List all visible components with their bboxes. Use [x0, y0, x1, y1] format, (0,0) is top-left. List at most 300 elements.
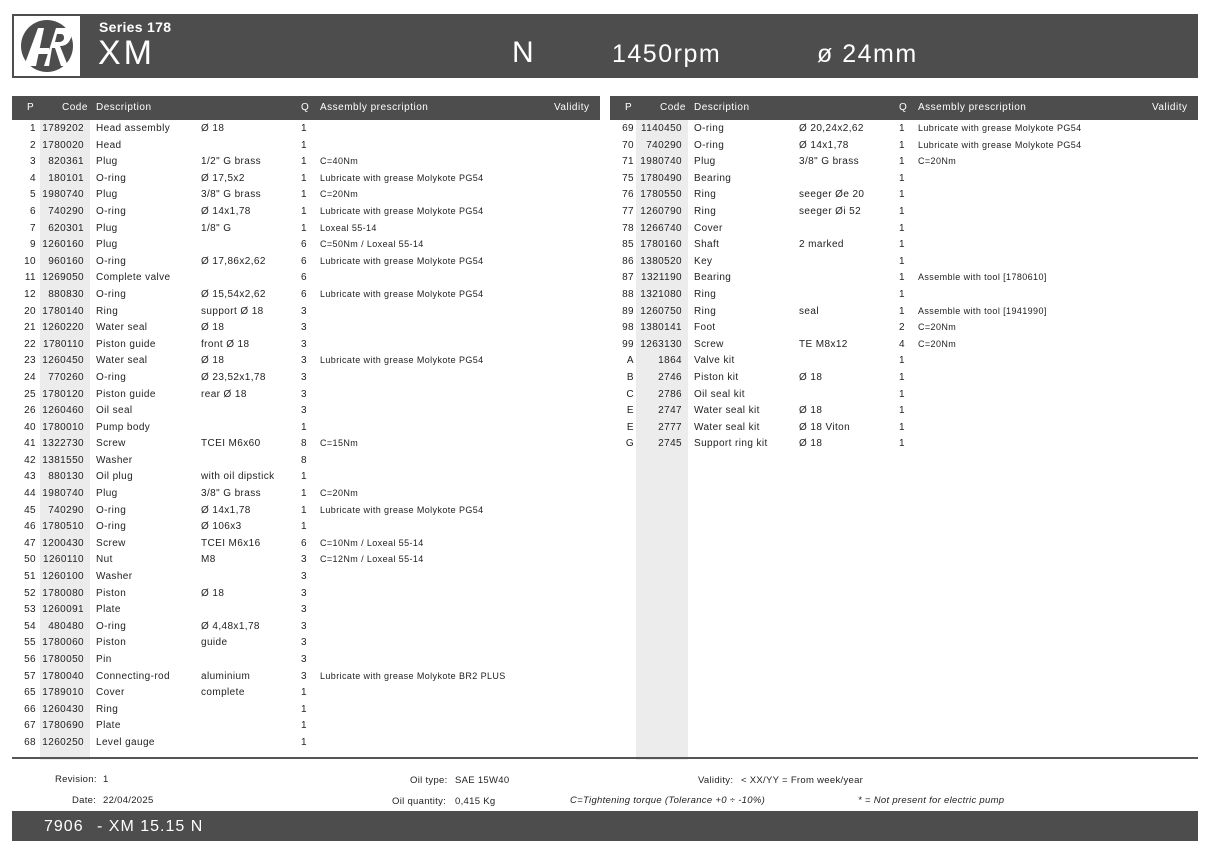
row-quantity: 1: [899, 388, 905, 400]
table-row: [12, 568, 600, 585]
row-code: 1260100: [42, 571, 84, 583]
row-spec: Ø 14x1,78: [201, 205, 251, 217]
col-q: Q: [301, 102, 310, 113]
row-spec: Ø 14x1,78: [201, 504, 251, 516]
row-spec: 3/8" G brass: [799, 156, 860, 168]
row-position: 86: [622, 255, 634, 267]
row-quantity: 1: [301, 139, 307, 151]
row-description: Pin: [96, 654, 112, 665]
row-quantity: 1: [899, 205, 905, 217]
row-spec: Ø 18: [799, 438, 823, 450]
table-row: [12, 253, 600, 270]
table-row: [610, 419, 1198, 436]
row-spec: Ø 18: [799, 405, 823, 417]
row-code: 1140450: [641, 123, 682, 134]
table-row: [12, 386, 600, 403]
row-code: 1980740: [42, 488, 84, 500]
row-description: Support ring kit: [694, 438, 768, 450]
table-row: [610, 269, 1198, 286]
row-quantity: 1: [301, 189, 307, 201]
row-code: 2745: [658, 438, 682, 450]
row-code: 1780110: [43, 338, 84, 350]
row-assembly-note: Lubricate with grease Molykote PG54: [320, 255, 484, 266]
row-spec: seeger Øe 20: [799, 189, 865, 201]
date-label: Date:: [72, 795, 97, 806]
row-description: Complete valve: [96, 272, 171, 284]
row-position: 22: [24, 338, 36, 350]
row-quantity: 3: [301, 355, 307, 367]
row-description: O-ring: [96, 172, 127, 184]
row-description: Plate: [96, 720, 121, 732]
row-description: Ring: [96, 305, 119, 317]
row-spec: 1/2" G brass: [201, 156, 262, 168]
row-position: 24: [24, 371, 36, 383]
row-position: 43: [24, 471, 36, 483]
row-quantity: 1: [301, 521, 307, 533]
parts-table-left: [12, 96, 600, 760]
col-validity: Validity: [1152, 102, 1188, 113]
row-assembly-note: C=40Nm: [320, 156, 359, 167]
table-row: [12, 236, 600, 253]
row-assembly-note: C=12Nm / Loxeal 55-14: [320, 554, 424, 565]
rows-left: [12, 120, 600, 760]
date-value: 22/04/2025: [103, 795, 154, 806]
row-spec: Ø 4,48x1,78: [201, 620, 260, 632]
row-code: 1260790: [640, 205, 682, 217]
col-code: Code: [62, 102, 88, 113]
row-assembly-note: C=50Nm / Loxeal 55-14: [320, 239, 424, 250]
table-row: [12, 535, 600, 552]
row-description: O-ring: [694, 123, 725, 134]
row-quantity: 1: [899, 355, 905, 367]
row-position: 11: [24, 272, 36, 284]
row-code: 1780160: [640, 239, 682, 251]
row-quantity: 1: [899, 239, 905, 251]
row-description: O-ring: [96, 371, 127, 383]
row-assembly-note: C=20Nm: [320, 488, 359, 499]
row-description: O-ring: [96, 620, 127, 632]
revision-value: 1: [103, 774, 109, 785]
row-assembly-note: Lubricate with grease Molykote PG54: [320, 205, 484, 216]
row-assembly-note: C=20Nm: [918, 322, 957, 333]
row-position: 87: [622, 272, 634, 284]
validity-value: < XX/YY = From week/year: [741, 775, 864, 786]
row-code: 1780040: [42, 670, 84, 682]
row-position: B: [626, 371, 634, 383]
col-assembly: Assembly prescription: [918, 102, 1027, 113]
col-description: Description: [694, 102, 750, 113]
table-row: [12, 269, 600, 286]
row-position: 66: [24, 703, 36, 715]
row-spec: Ø 18: [201, 587, 225, 599]
row-spec: with oil dipstick: [201, 471, 275, 483]
row-code: 1780050: [42, 654, 84, 665]
row-quantity: 3: [301, 338, 307, 350]
row-description: Plug: [96, 156, 118, 168]
row-code: 1260160: [42, 239, 84, 251]
row-code: 1380520: [640, 255, 682, 267]
row-code: 1780550: [640, 189, 682, 201]
row-position: 65: [24, 687, 36, 699]
row-description: Oil seal: [96, 405, 133, 417]
row-description: Head: [96, 139, 122, 151]
row-code: 1260220: [42, 322, 84, 334]
row-description: Foot: [694, 322, 716, 334]
row-code: 740290: [48, 205, 84, 217]
table-row: [12, 336, 600, 353]
table-row: [12, 634, 600, 651]
row-position: 53: [24, 604, 36, 616]
table-row: [12, 601, 600, 618]
row-quantity: 8: [301, 454, 307, 466]
row-quantity: 1: [301, 123, 307, 134]
row-code: 1260460: [42, 405, 84, 417]
row-description: Piston kit: [694, 371, 739, 383]
row-position: 44: [24, 488, 36, 500]
row-description: Piston guide: [96, 388, 156, 400]
bore-value: ø 24mm: [817, 40, 918, 68]
row-quantity: 1: [301, 205, 307, 217]
row-quantity: 3: [301, 322, 307, 334]
table-row: [12, 518, 600, 535]
row-position: 56: [24, 654, 36, 665]
row-description: Piston: [96, 637, 127, 649]
row-assembly-note: Assemble with tool [1941990]: [918, 305, 1047, 316]
row-position: G: [625, 438, 634, 450]
row-position: 99: [622, 338, 634, 350]
row-code: 960160: [48, 255, 84, 267]
row-code: 1260091: [42, 604, 84, 616]
row-position: 51: [24, 571, 36, 583]
row-code: 1780140: [42, 305, 84, 317]
row-code: 1200430: [42, 537, 84, 549]
row-code: 1780510: [42, 521, 84, 533]
row-quantity: 1: [899, 123, 905, 134]
row-position: 52: [24, 587, 36, 599]
row-position: E: [626, 405, 634, 417]
table-row: [610, 170, 1198, 187]
row-spec: TCEI M6x60: [201, 438, 261, 450]
table-row: [12, 419, 600, 436]
row-quantity: 1: [899, 139, 905, 151]
row-description: Pump body: [96, 421, 151, 433]
row-position: 41: [24, 438, 36, 450]
row-quantity: 1: [899, 421, 905, 433]
row-assembly-note: Lubricate with grease Molykote PG54: [320, 288, 484, 299]
row-assembly-note: Assemble with tool [1780610]: [918, 272, 1047, 283]
row-description: Cover: [694, 222, 723, 234]
table-row: [12, 203, 600, 220]
row-quantity: 1: [301, 488, 307, 500]
row-description: O-ring: [96, 504, 127, 516]
row-quantity: 1: [301, 172, 307, 184]
row-quantity: 1: [899, 272, 905, 284]
table-row: [610, 236, 1198, 253]
table-row: [610, 402, 1198, 419]
table-header-left: [12, 96, 600, 120]
row-quantity: 1: [301, 736, 307, 748]
row-quantity: 1: [899, 255, 905, 267]
row-code: 1864: [658, 355, 682, 367]
row-code: 740290: [646, 139, 682, 151]
row-position: 77: [622, 205, 634, 217]
col-assembly: Assembly prescription: [320, 102, 429, 113]
row-position: 46: [24, 521, 36, 533]
table-row: [12, 651, 600, 668]
row-description: O-ring: [96, 255, 127, 267]
row-code: 1780060: [42, 637, 84, 649]
row-assembly-note: Lubricate with grease Molykote PG54: [320, 504, 484, 515]
row-description: Plug: [96, 222, 118, 234]
row-position: 7: [30, 222, 36, 234]
row-spec: Ø 17,86x2,62: [201, 255, 266, 267]
row-spec: Ø 20,24x2,62: [799, 123, 864, 134]
row-spec: seal: [799, 305, 819, 317]
row-code: 1380141: [640, 322, 682, 334]
table-row: [12, 701, 600, 718]
row-spec: 3/8" G brass: [201, 189, 262, 201]
row-description: Ring: [96, 703, 119, 715]
row-quantity: 6: [301, 239, 307, 251]
row-quantity: 1: [899, 371, 905, 383]
row-quantity: 3: [301, 305, 307, 317]
table-header-right: [610, 96, 1198, 120]
row-spec: Ø 23,52x1,78: [201, 371, 266, 383]
row-code: 1789202: [42, 123, 84, 134]
row-description: Ring: [694, 305, 717, 317]
row-code: 1266740: [640, 222, 682, 234]
row-spec: Ø 18: [201, 322, 225, 334]
row-spec: 1/8" G: [201, 222, 232, 234]
row-description: Oil plug: [96, 471, 134, 483]
row-code: 1260110: [43, 554, 84, 566]
oil-quantity-label: Oil quantity:: [392, 796, 447, 807]
table-row: [12, 286, 600, 303]
table-row: [12, 717, 600, 734]
table-row: [610, 303, 1198, 320]
row-quantity: 1: [301, 504, 307, 516]
row-position: 2: [30, 139, 36, 151]
row-code: 1321080: [640, 288, 682, 300]
row-code: 2786: [658, 388, 682, 400]
row-assembly-note: Lubricate with grease Molykote PG54: [320, 355, 484, 366]
row-position: 98: [622, 322, 634, 334]
row-code: 1263130: [640, 338, 682, 350]
row-code: 1780120: [42, 388, 84, 400]
row-code: 1260750: [640, 305, 682, 317]
row-position: 5: [30, 189, 36, 201]
row-code: 1269050: [42, 272, 84, 284]
row-position: 78: [622, 222, 634, 234]
row-quantity: 1: [301, 471, 307, 483]
row-quantity: 1: [301, 720, 307, 732]
row-assembly-note: C=10Nm / Loxeal 55-14: [320, 537, 424, 548]
col-code: Code: [660, 102, 686, 113]
row-quantity: 3: [301, 620, 307, 632]
row-code: 1321190: [641, 272, 682, 284]
row-position: C: [626, 388, 634, 400]
row-spec: Ø 18: [201, 355, 225, 367]
table-row: [610, 386, 1198, 403]
row-position: 1: [30, 123, 36, 134]
validity-label: Validity:: [698, 775, 734, 786]
table-row: [12, 734, 600, 751]
row-position: 40: [24, 421, 36, 433]
row-description: Bearing: [694, 272, 732, 284]
row-description: Washer: [96, 454, 133, 466]
row-quantity: 1: [899, 222, 905, 234]
row-quantity: 1: [899, 288, 905, 300]
row-quantity: 1: [301, 421, 307, 433]
row-position: 71: [622, 156, 634, 168]
row-code: 770260: [48, 371, 84, 383]
row-quantity: 1: [301, 687, 307, 699]
row-quantity: 3: [301, 637, 307, 649]
row-position: 75: [622, 172, 634, 184]
row-spec: front Ø 18: [201, 338, 250, 350]
table-row: [610, 253, 1198, 270]
row-position: 42: [24, 454, 36, 466]
table-row: [12, 452, 600, 469]
col-validity: Validity: [554, 102, 590, 113]
row-position: E: [626, 421, 634, 433]
row-code: 1260430: [42, 703, 84, 715]
table-row: [12, 468, 600, 485]
oil-quantity-value: 0,415 Kg: [455, 796, 496, 807]
footer-bar: [12, 811, 1198, 841]
header-bar: [12, 14, 1198, 78]
table-row: [12, 668, 600, 685]
row-quantity: 3: [301, 371, 307, 383]
row-quantity: 1: [899, 305, 905, 317]
row-spec: TCEI M6x16: [201, 537, 261, 549]
row-description: Shaft: [694, 239, 720, 251]
model-type: N: [512, 36, 534, 69]
row-assembly-note: C=20Nm: [320, 189, 359, 200]
row-assembly-note: Lubricate with grease Molykote PG54: [918, 139, 1082, 150]
table-row: [610, 319, 1198, 336]
table-row: [12, 618, 600, 635]
row-position: 45: [24, 504, 36, 516]
row-quantity: 3: [301, 388, 307, 400]
row-position: 10: [24, 255, 36, 267]
row-quantity: 3: [301, 604, 307, 616]
row-quantity: 1: [301, 222, 307, 234]
oil-type-value: SAE 15W40: [455, 775, 510, 786]
row-spec: Ø 18: [201, 123, 225, 134]
row-description: Bearing: [694, 172, 732, 184]
table-row: [610, 186, 1198, 203]
document-title: - XM 15.15 N: [97, 818, 204, 835]
table-row: [12, 585, 600, 602]
table-row: [12, 319, 600, 336]
table-row: [610, 336, 1198, 353]
row-code: 1381550: [42, 454, 84, 466]
row-code: 740290: [48, 504, 84, 516]
row-quantity: 1: [899, 438, 905, 450]
table-row: [12, 220, 600, 237]
row-spec: 3/8" G brass: [201, 488, 262, 500]
row-description: Connecting-rod: [96, 670, 170, 682]
row-position: 68: [24, 736, 36, 748]
row-position: 88: [622, 288, 634, 300]
row-assembly-note: Lubricate with grease Molykote BR2 PLUS: [320, 670, 506, 681]
col-q: Q: [899, 102, 908, 113]
row-description: Valve kit: [694, 355, 735, 367]
row-quantity: 1: [301, 156, 307, 168]
row-description: O-ring: [694, 139, 725, 151]
row-quantity: 3: [301, 571, 307, 583]
row-position: 76: [622, 189, 634, 201]
row-spec: Ø 106x3: [201, 521, 242, 533]
row-description: Screw: [694, 338, 724, 350]
row-quantity: 1: [899, 189, 905, 201]
row-assembly-note: C=15Nm: [320, 438, 359, 449]
row-position: 20: [24, 305, 36, 317]
row-spec: complete: [201, 687, 245, 699]
row-quantity: 6: [301, 288, 307, 300]
row-description: Oil seal kit: [694, 388, 745, 400]
table-row: [610, 435, 1198, 452]
row-position: 3: [30, 156, 36, 168]
table-row: [12, 303, 600, 320]
table-row: [12, 186, 600, 203]
row-code: 1780020: [42, 139, 84, 151]
row-assembly-note: Lubricate with grease Molykote PG54: [918, 123, 1082, 133]
row-code: 480480: [48, 620, 84, 632]
row-code: 1780690: [42, 720, 84, 732]
row-spec: Ø 14x1,78: [799, 139, 849, 151]
row-code: 880130: [48, 471, 84, 483]
row-spec: Ø 18: [799, 371, 823, 383]
row-position: 47: [24, 537, 36, 549]
row-code: 1980740: [640, 156, 682, 168]
row-position: 69: [622, 123, 634, 134]
row-code: 2746: [658, 371, 682, 383]
row-spec: support Ø 18: [201, 305, 264, 317]
row-code: 1780490: [640, 172, 682, 184]
row-quantity: 3: [301, 587, 307, 599]
row-code: 1780080: [42, 587, 84, 599]
row-quantity: 3: [301, 554, 307, 566]
row-description: Water seal: [96, 322, 148, 334]
rpm-value: 1450rpm: [612, 40, 722, 68]
electric-pump-note: * = Not present for electric pump: [858, 795, 1005, 806]
row-description: O-ring: [96, 521, 127, 533]
col-p: P: [625, 102, 633, 113]
table-row: [610, 120, 1198, 137]
row-quantity: 8: [301, 438, 307, 450]
row-description: Plug: [96, 488, 118, 500]
row-quantity: 3: [301, 654, 307, 665]
row-quantity: 6: [301, 272, 307, 284]
row-quantity: 1: [899, 156, 905, 168]
table-row: [12, 120, 600, 137]
row-quantity: 1: [899, 405, 905, 417]
row-description: Ring: [694, 189, 717, 201]
row-quantity: 1: [899, 172, 905, 184]
table-row: [610, 153, 1198, 170]
model-name: XM: [98, 34, 155, 72]
row-assembly-note: C=20Nm: [918, 156, 957, 167]
oil-type-label: Oil type:: [410, 775, 448, 786]
row-position: 4: [30, 172, 36, 184]
row-code: 2747: [658, 405, 682, 417]
col-description: Description: [96, 102, 152, 113]
table-row: [610, 369, 1198, 386]
table-row: [610, 352, 1198, 369]
row-spec: 2 marked: [799, 239, 844, 251]
